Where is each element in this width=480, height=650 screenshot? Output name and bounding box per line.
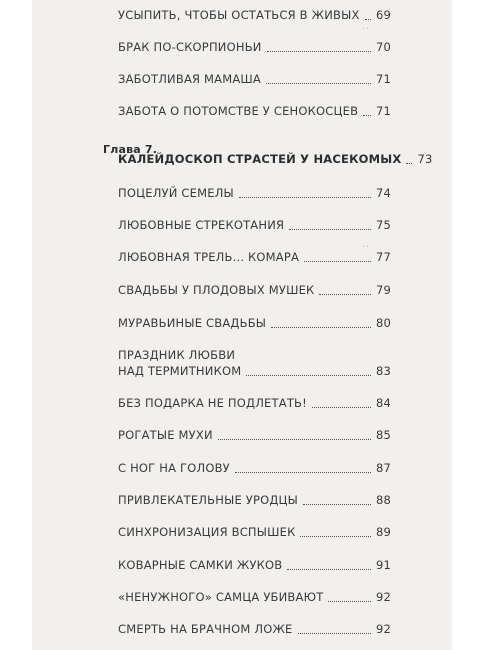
toc-entry-page: 85 [375, 428, 391, 442]
dot-leader [365, 19, 371, 20]
toc-entry-page: 77 [375, 250, 391, 264]
toc-entry-title: ПОЦЕЛУЙ СЕМЕЛЫ [118, 186, 234, 200]
dot-leader [303, 504, 371, 505]
toc-entry-page: 87 [375, 461, 391, 475]
toc-entry-page: 83 [375, 364, 391, 378]
toc-entry-title: ЗАБОТЛИВАЯ МАМАША [118, 72, 262, 86]
dot-leader [287, 569, 371, 570]
toc-entry-title: ПРИВЛЕКАТЕЛЬНЫЕ УРОДЦЫ [118, 493, 299, 507]
toc-entry-page: 79 [375, 283, 391, 297]
toc-entry[interactable] [118, 40, 391, 55]
toc-entry-title: ЗАБОТА О ПОТОМСТВЕ У СЕНОКОСЦЕВ [118, 104, 359, 118]
toc-entry-title: СМЕРТЬ НА БРАЧНОМ ЛОЖЕ [118, 622, 293, 636]
dot-leader [235, 472, 371, 473]
show-through-artifact: ·· [362, 240, 369, 253]
toc-entry[interactable] [118, 283, 391, 298]
toc-entry-title: ЛЮБОВНАЯ ТРЕЛЬ... КОМАРА [118, 250, 300, 264]
toc-entry-title: СВАДЬБЫ У ПЛОДОВЫХ МУШЕК [118, 283, 315, 297]
toc-entry[interactable] [118, 250, 391, 265]
toc-entry[interactable] [118, 590, 391, 605]
toc-entry-title: БРАК ПО-СКОРПИОНЬИ [118, 40, 262, 54]
toc-entry[interactable] [118, 525, 391, 540]
toc-entry-title: НАД ТЕРМИТНИКОМ [118, 364, 242, 378]
dot-leader [300, 536, 371, 537]
toc-entry[interactable] [118, 493, 391, 508]
toc-entry[interactable] [118, 558, 391, 573]
dot-leader [363, 115, 371, 116]
toc-entry-page: 70 [375, 40, 391, 54]
chapter-label: Глава 7. [103, 143, 158, 156]
toc-entry-title: УСЫПИТЬ, ЧТОБЫ ОСТАТЬСЯ В ЖИВЫХ [118, 8, 360, 22]
dot-leader [319, 294, 371, 295]
dot-leader [298, 633, 371, 634]
toc-entry-page: 91 [375, 558, 391, 572]
dot-leader [218, 439, 371, 440]
dot-leader [289, 229, 371, 230]
toc-entry-page: 69 [375, 8, 391, 22]
toc-entry-title: МУРАВЬИНЫЕ СВАДЬБЫ [118, 316, 267, 330]
chapter-title: КАЛЕЙДОСКОП СТРАСТЕЙ У НАСЕКОМЫХ [118, 152, 402, 166]
toc-entry-title: ЛЮБОВНЫЕ СТРЕКОТАНИЯ [118, 218, 285, 232]
toc-entry-page: 89 [375, 525, 391, 539]
toc-entry-page: 92 [375, 590, 391, 604]
toc-entry-title: ПРАЗДНИК ЛЮБВИ [118, 348, 236, 362]
dot-leader [239, 197, 371, 198]
toc-entry[interactable] [118, 316, 391, 331]
toc-entry[interactable] [118, 72, 391, 87]
toc-entry-page: 80 [375, 316, 391, 330]
toc-entry[interactable] [118, 461, 391, 476]
toc-entry-page: 84 [375, 396, 391, 410]
dot-leader [328, 601, 371, 602]
toc-entry-title: КОВАРНЫЕ САМКИ ЖУКОВ [118, 558, 283, 572]
toc-entry-page: 92 [375, 622, 391, 636]
toc-entry[interactable] [118, 186, 391, 201]
dot-leader [246, 375, 371, 376]
dot-leader [304, 261, 371, 262]
toc-entry-title: РОГАТЫЕ МУХИ [118, 428, 213, 442]
dot-leader [312, 407, 371, 408]
dot-leader [406, 163, 412, 164]
dot-leader [271, 327, 371, 328]
toc-entry-title: С НОГ НА ГОЛОВУ [118, 461, 230, 475]
toc-entry[interactable] [118, 622, 391, 637]
toc-entry[interactable] [118, 104, 391, 119]
toc-entry-page: 75 [375, 218, 391, 232]
toc-entry-page: 74 [375, 186, 391, 200]
show-through-artifact: ·· [362, 22, 369, 35]
toc-entry[interactable] [118, 218, 391, 233]
toc-entry[interactable] [118, 364, 391, 379]
toc-entry-page: 88 [375, 493, 391, 507]
toc-entry-page: 71 [375, 72, 391, 86]
toc-chapter-entry[interactable] [118, 152, 433, 167]
dot-leader [267, 51, 371, 52]
toc-entry-page: 71 [375, 104, 391, 118]
toc-entry-title: СИНХРОНИЗАЦИЯ ВСПЫШЕК [118, 525, 296, 539]
toc-entry-title: «НЕНУЖНОГО» САМЦА УБИВАЮТ [118, 590, 324, 604]
chapter-page: 73 [417, 152, 433, 166]
toc-entry[interactable] [118, 428, 391, 443]
toc-entry-title: БЕЗ ПОДАРКА НЕ ПОДЛЕТАТЬ! [118, 396, 307, 410]
toc-entry[interactable] [118, 8, 391, 23]
toc-entry[interactable] [118, 396, 391, 411]
dot-leader [266, 83, 371, 84]
toc-entry-line1[interactable] [118, 348, 391, 363]
